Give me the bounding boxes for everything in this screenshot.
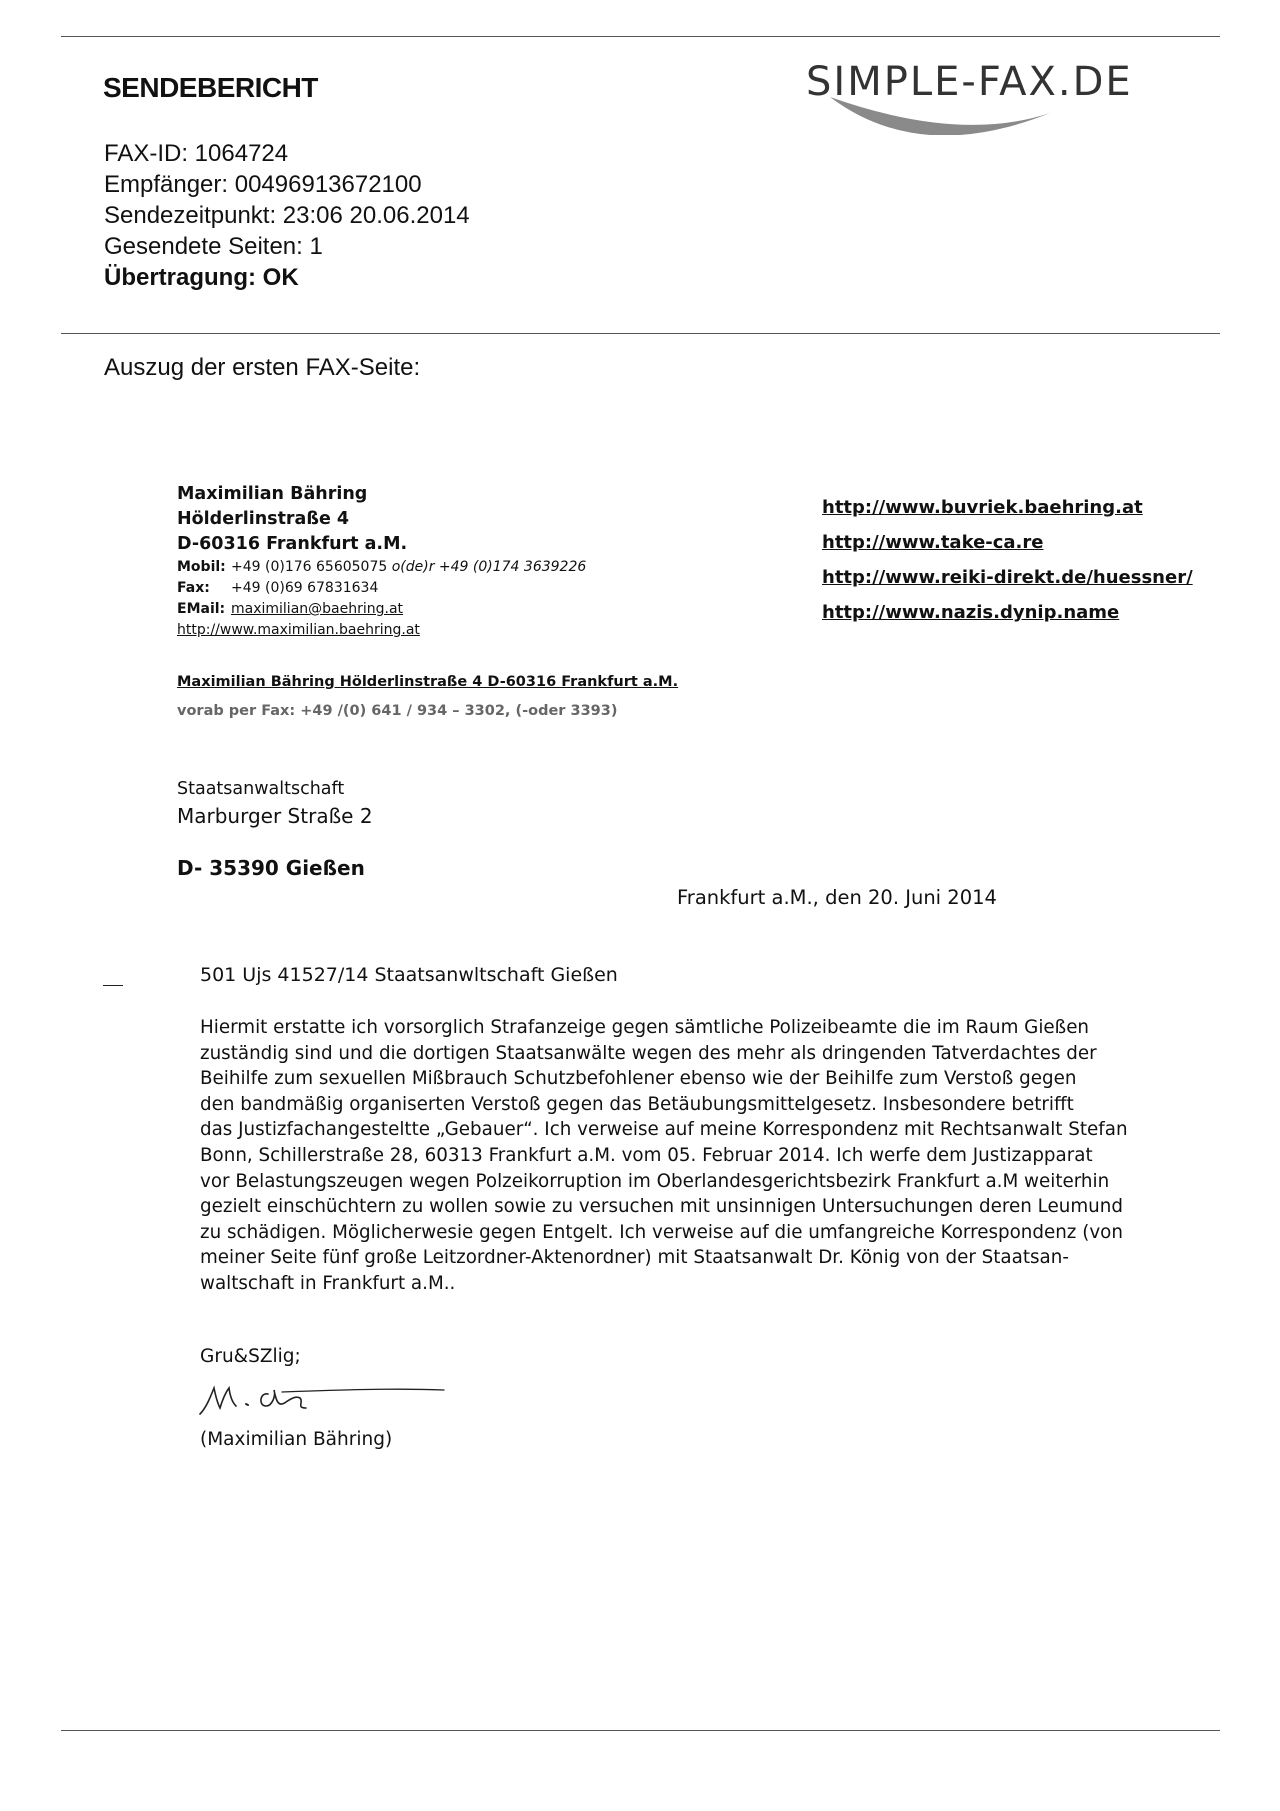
report-details: [104, 138, 470, 293]
link-buvriek[interactable]: http://www.buvriek.baehring.at: [822, 497, 1143, 518]
sender-block: [177, 482, 586, 641]
header-rule: [61, 333, 1220, 334]
body-line: das Justizfachangesteltte „Gebauer“. Ich verweise auf meine Korrespondenz mit Rechtsanwalt Stefan: [200, 1119, 1128, 1141]
excerpt-label: Auszug der ersten FAX-Seite:: [104, 354, 421, 381]
link-reiki-direkt[interactable]: http://www.reiki-direkt.de/huessner/: [822, 567, 1193, 588]
transmission-status: Übertragung: OK: [104, 264, 299, 291]
body-line: zu schädigen. Möglicherwesie gegen Entgelt. Ich verweise auf die umfangreiche Korrespondenz (von: [200, 1221, 1123, 1243]
email-label: EMail:: [177, 601, 226, 617]
link-list: [822, 490, 1193, 630]
fax-id: FAX-ID: 1064724: [104, 140, 289, 167]
body-line: Hiermit erstatte ich vorsorglich Strafanzeige gegen sämtliche Polizeibeamte die im Raum Gießen: [200, 1017, 1090, 1038]
body-line: meiner Seite fünf große Leitzordner-Aktenordner) mit Staatsanwalt Dr. König von der Staatsan-: [200, 1247, 1069, 1269]
pages-sent: Gesendete Seiten: 1: [104, 233, 323, 260]
recipient-street: Marburger Straße 2: [177, 804, 373, 828]
signature-name: (Maximilian Bähring): [200, 1429, 393, 1450]
fax-label: Fax:: [177, 580, 210, 596]
mobile-label: Mobil:: [177, 559, 226, 575]
sender-fax: [177, 578, 586, 599]
sender-street: Hölderlinstraße 4: [177, 509, 350, 529]
body-line: Beihilfe zum sexuellen Mißbrauch Schutzbefohlener ebenso wie der Beihilfe zum Verstoß gegen: [200, 1068, 1077, 1090]
bottom-rule: [61, 1730, 1220, 1731]
handwritten-signature: [196, 1378, 446, 1420]
logo-text: SIMPLE-FAX.DE: [806, 59, 1133, 105]
recipient-office: Staatsanwaltschaft: [177, 779, 345, 799]
link-take-care[interactable]: http://www.take-ca.re: [822, 532, 1044, 553]
top-rule: [61, 36, 1220, 37]
closing: Gru&SZlig;: [200, 1346, 301, 1367]
reference-line: 501 Ujs 41527/14 Staatsanwltschaft Gießen: [200, 964, 618, 986]
sender-name: Maximilian Bähring: [177, 484, 368, 504]
mobile-value: +49 (0)176 65605075: [231, 559, 388, 575]
simple-fax-logo: [800, 55, 1200, 135]
recipient-city: D- 35390 Gießen: [177, 856, 365, 880]
email-link[interactable]: maximilian@baehring.at: [231, 601, 404, 617]
sender-city: D-60316 Frankfurt a.M.: [177, 534, 408, 554]
mobile-alt: o(de)r +49 (0)174 3639226: [391, 559, 587, 575]
body-line: waltschaft in Frankfurt a.M..: [200, 1272, 456, 1294]
body-line: gezielt einschüchtern zu wollen sowie zu versuchen mit unsinnigen Untersuchungen deren Leumund: [200, 1196, 1123, 1218]
link-nazis-dynip[interactable]: http://www.nazis.dynip.name: [822, 602, 1120, 623]
fax-value: +49 (0)69 67831634: [231, 580, 379, 596]
return-address: Maximilian Bähring Hölderlinstraße 4 D-60316 Frankfurt a.M.: [177, 674, 679, 690]
letter-body: [200, 1015, 1130, 1297]
body-line: vor Belastungszeugen wegen Polzeikorruption im Oberlandesgerichtsbezirk Frankfurt a.M weiterhin: [200, 1170, 1110, 1192]
fold-mark: [103, 985, 123, 986]
send-time: Sendezeitpunkt: 23:06 20.06.2014: [104, 202, 470, 229]
sender-website[interactable]: http://www.maximilian.baehring.at: [177, 622, 420, 638]
letter-date: Frankfurt a.M., den 20. Juni 2014: [677, 886, 997, 909]
report-title: SENDEBERICHT: [103, 72, 318, 103]
body-line: zuständig sind und die dortigen Staatsanwälte wegen des mehr als dringenden Tatverdachtes der: [200, 1042, 1097, 1064]
body-line: den bandmäßig organiserten Verstoß gegen das Betäubungsmittelgesetz. Insbesondere betrifft: [200, 1093, 1074, 1115]
sender-mobile: [177, 557, 586, 578]
sender-email: [177, 599, 586, 620]
body-line: Bonn, Schillerstraße 28, 60313 Frankfurt a.M. vom 05. Februar 2014. Ich werfe dem Justizapparat: [200, 1144, 1093, 1166]
recipient-number: Empfänger: 00496913672100: [104, 171, 422, 198]
fax-note: vorab per Fax: +49 /(0) 641 / 934 – 3302, (-oder 3393): [177, 703, 618, 719]
